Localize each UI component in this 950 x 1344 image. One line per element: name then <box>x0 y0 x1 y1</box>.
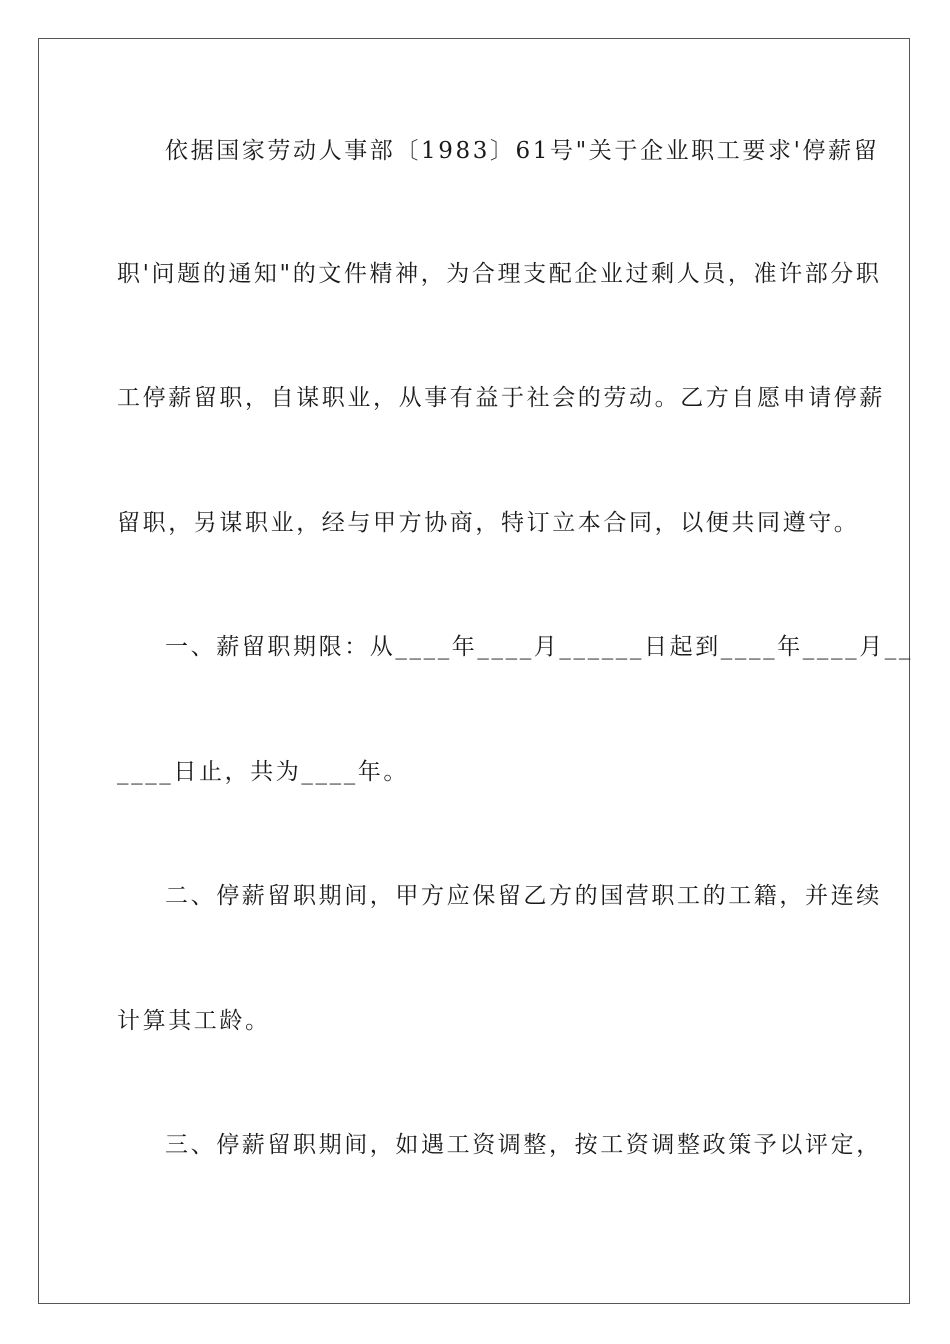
paragraph-intro-line-2: 职'问题的通知"的文件精神，为合理支配企业过剩人员，准许部分职 <box>117 261 882 287</box>
clause-1-line-2: ____日止，共为____年。 <box>117 759 409 785</box>
clause-2-line-1: 二、停薪留职期间，甲方应保留乙方的国营职工的工籍，并连续 <box>165 883 882 909</box>
page-border <box>38 38 913 1304</box>
paragraph-intro-line-3: 工停薪留职，自谋职业，从事有益于社会的劳动。乙方自愿申请停薪 <box>117 385 885 411</box>
clause-3-line-1: 三、停薪留职期间，如遇工资调整，按工资调整政策予以评定， <box>165 1132 882 1158</box>
paragraph-intro-line-1: 依据国家劳动人事部〔1983〕61号"关于企业职工要求'停薪留 <box>165 138 880 164</box>
clause-1-line-1: 一、薪留职期限：从____年____月______日起到____年____月__ <box>165 634 913 660</box>
clause-2-line-2: 计算其工龄。 <box>117 1008 271 1034</box>
paragraph-intro-line-4: 留职，另谋职业，经与甲方协商，特订立本合同，以便共同遵守。 <box>117 510 860 536</box>
